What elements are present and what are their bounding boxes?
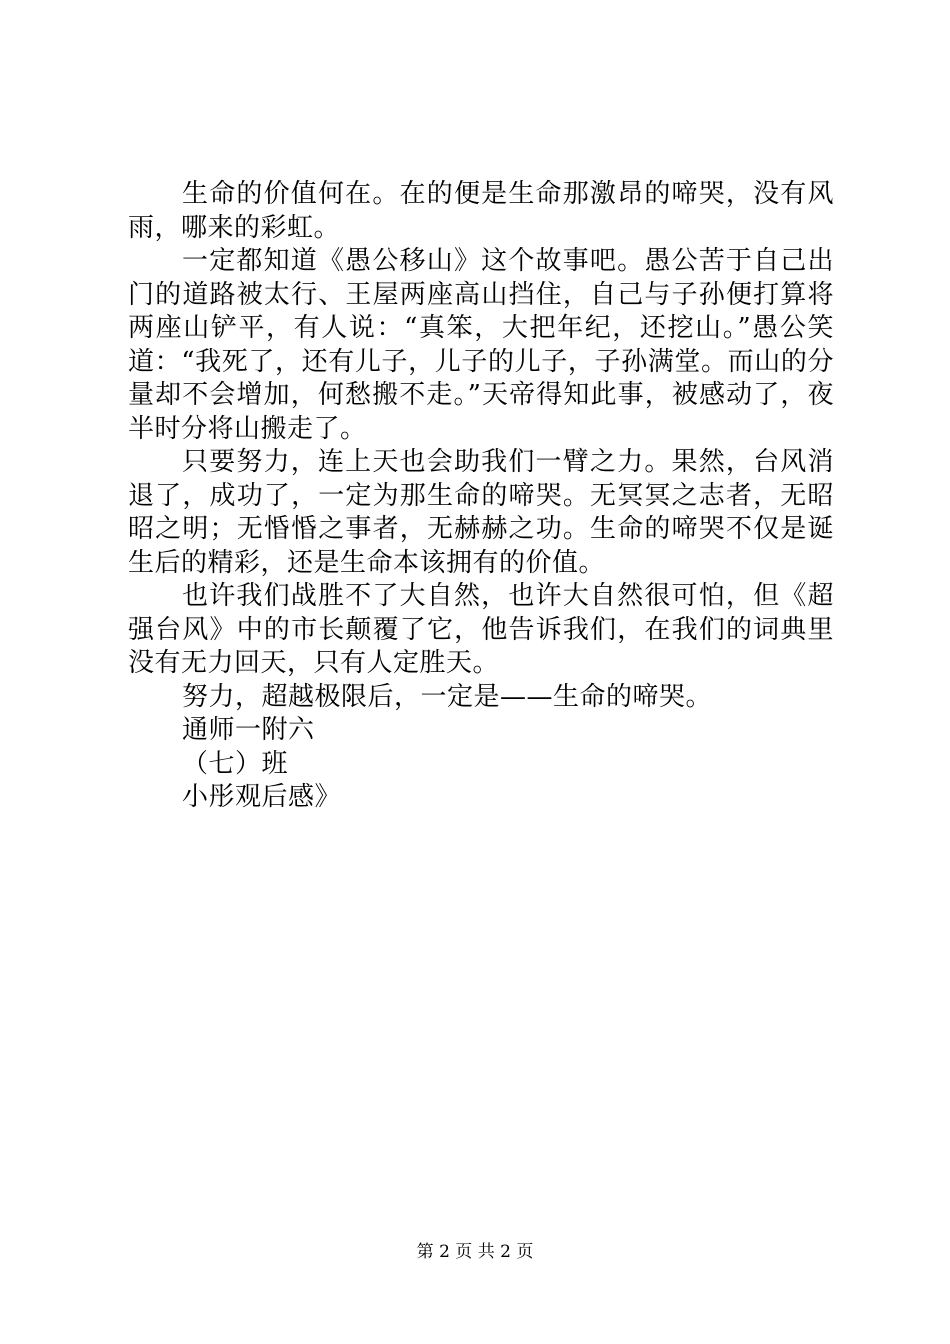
document-body xyxy=(128,178,834,815)
signature-line-school: 通师一附六 xyxy=(182,715,315,745)
paragraph: 只要努力，连上天也会助我们一臂之力。果然，台风消退了，成功了，一定为那生命的啼哭。无冥冥之志者，无昭昭之明；无惛惛之事者，无赫赫之功。生命的啼哭不仅是诞生后的精彩，还是生命本该拥有的价值。 xyxy=(128,447,834,578)
page-number-label: 第 2 页 共 2 页 xyxy=(416,1242,534,1262)
signature-line-class: （七）班 xyxy=(182,748,289,779)
page-footer xyxy=(0,1241,950,1263)
paragraph: 也许我们战胜不了大自然，也许大自然很可怕，但《超强台风》中的市长颠覆了它，他告诉我们，在我们的词典里没有无力回天，只有人定胜天。 xyxy=(128,581,834,678)
paragraph: 努力，超越极限后，一定是——生命的啼哭。 xyxy=(182,681,713,712)
paragraph: 一定都知道《愚公移山》这个故事吧。愚公苦于自己出门的道路被太行、王屋两座高山挡住，自己与子孙便打算将两座山铲平，有人说：“真笨，大把年纪，还挖山。”愚公笑道：“我死了，还有儿子，儿子的儿子，子孙满堂。而山的分量却不会增加，何愁搬不走。”天帝得知此事，被感动了，夜半时分将山搬走了。 xyxy=(128,246,834,444)
signature-line-author: 小彤观后感》 xyxy=(182,782,342,812)
paragraph: 生命的价值何在。在的便是生命那激昂的啼哭，没有风雨，哪来的彩虹。 xyxy=(128,179,834,243)
